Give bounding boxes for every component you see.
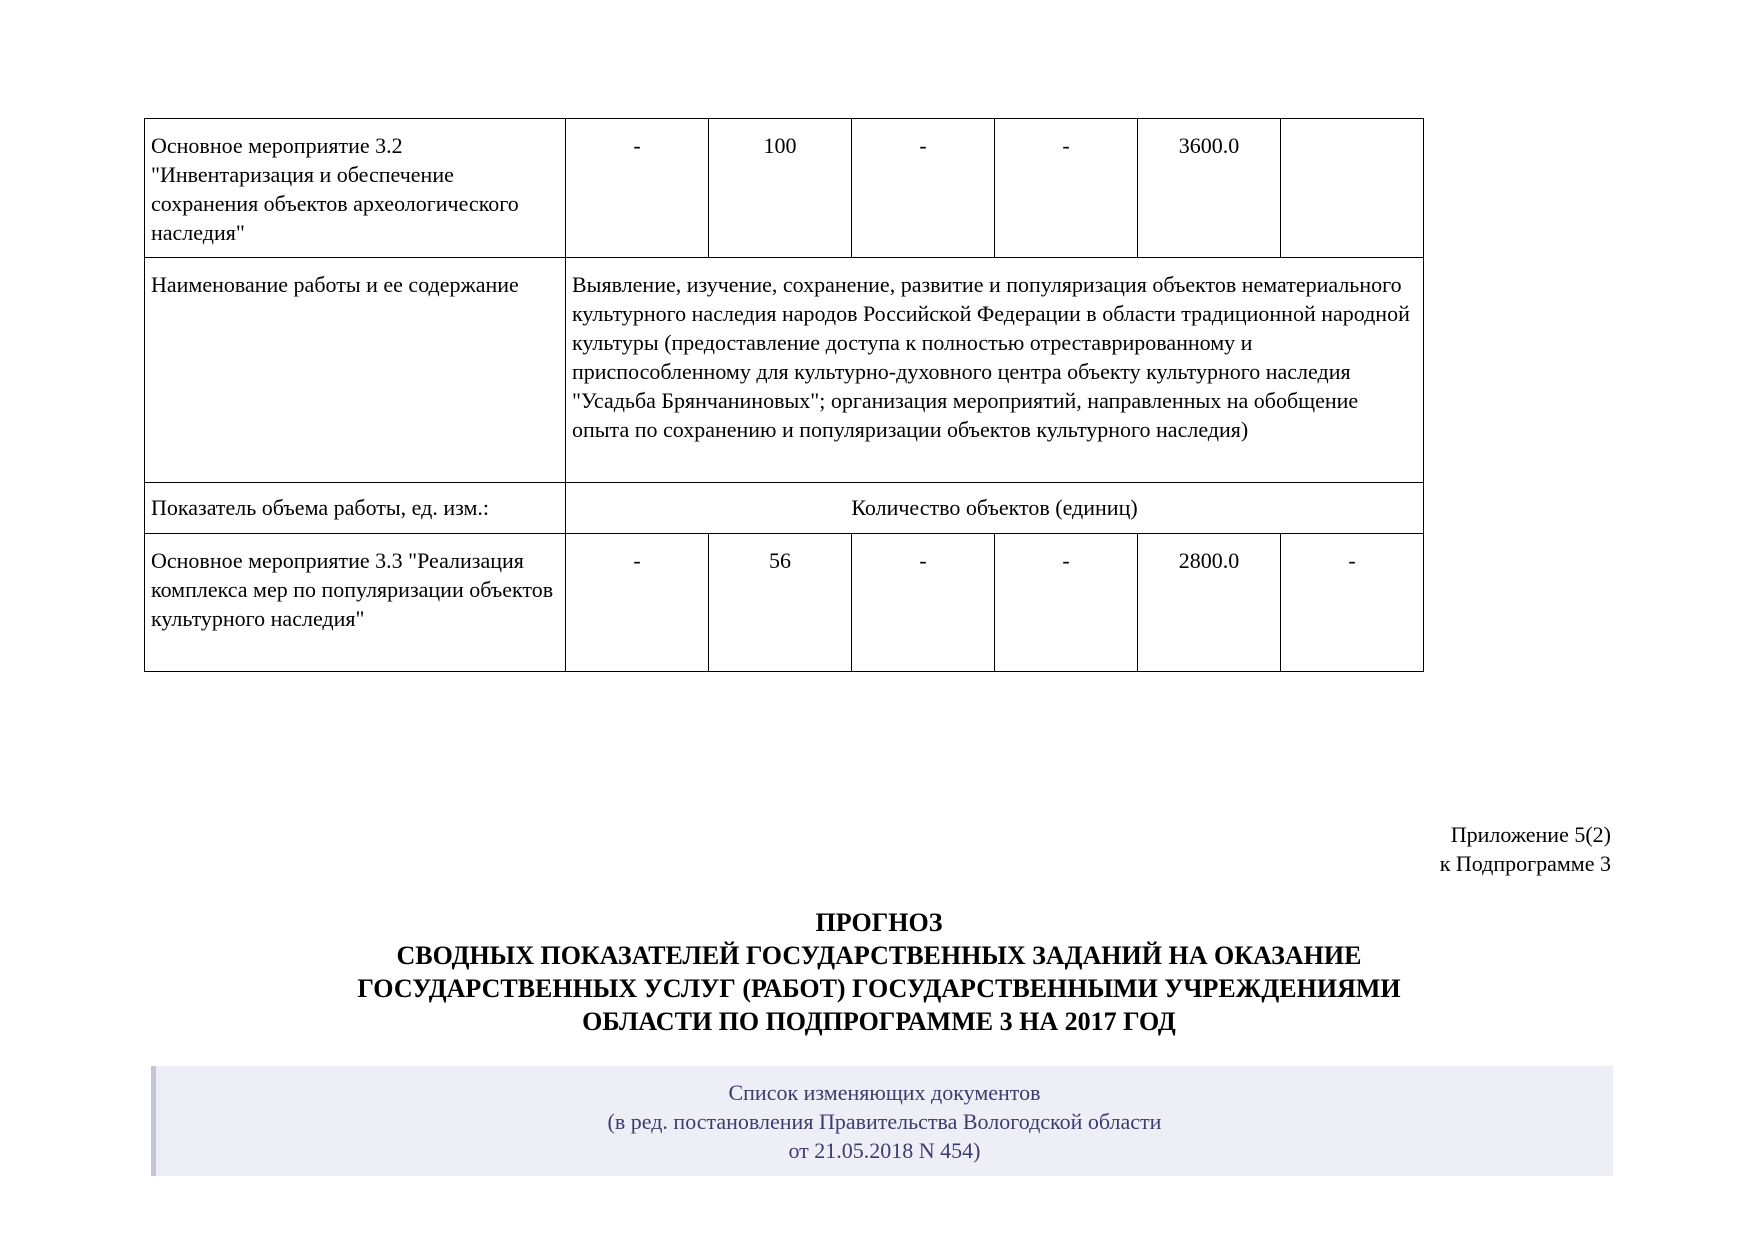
title-line: ГОСУДАРСТВЕННЫХ УСЛУГ (РАБОТ) ГОСУДАРСТВЕННЫМИ УЧРЕЖДЕНИЯМИ <box>357 974 1401 1003</box>
table-row <box>145 119 1424 258</box>
appendix-line: Приложение 5(2) <box>1450 822 1611 847</box>
appendix-note <box>1440 820 1611 878</box>
table-cell: - <box>852 534 995 672</box>
table-cell <box>1281 119 1424 258</box>
title-line: СВОДНЫХ ПОКАЗАТЕЛЕЙ ГОСУДАРСТВЕННЫХ ЗАДАНИЙ НА ОКАЗАНИЕ <box>396 941 1362 970</box>
amendments-line: Список изменяющих документов <box>728 1080 1041 1105</box>
page-title <box>144 906 1614 1038</box>
table-row <box>145 534 1424 672</box>
table-cell: - <box>566 534 709 672</box>
table-cell: 2800.0 <box>1138 534 1281 672</box>
title-line: ОБЛАСТИ ПО ПОДПРОГРАММЕ 3 НА 2017 ГОД <box>582 1007 1176 1036</box>
table-cell: - <box>1281 534 1424 672</box>
row-label: Показатель объема работы, ед. изм.: <box>145 483 566 534</box>
table-cell: - <box>995 119 1138 258</box>
table-row <box>145 258 1424 483</box>
table-cell: 56 <box>709 534 852 672</box>
work-description: Выявление, изучение, сохранение, развитие и популяризация объектов нематериального культурного наследия народов Российской Федерации в области традиционной народной культуры (предоставление доступа к полностью отреставрированному и приспособленному для культурно-духовного центра объекту культурного наследия "Усадьба Брянчаниновых"; организация мероприятий, направленных на обобщение опыта по сохранению и популяризации объектов культурного наследия) <box>566 258 1424 483</box>
amendments-line: от 21.05.2018 N 454) <box>788 1138 981 1163</box>
indicator-unit: Количество объектов (единиц) <box>566 483 1424 534</box>
appendix-line: к Подпрограмме 3 <box>1439 851 1611 876</box>
table-cell: - <box>852 119 995 258</box>
table-cell: 3600.0 <box>1138 119 1281 258</box>
row-label: Наименование работы и ее содержание <box>145 258 566 483</box>
indicators-table <box>144 118 1424 672</box>
table-row <box>145 483 1424 534</box>
amendments-line: (в ред. постановления Правительства Вологодской области <box>607 1109 1162 1134</box>
amendments-box <box>151 1066 1613 1176</box>
table-cell: - <box>566 119 709 258</box>
row-label: Основное мероприятие 3.3 "Реализация комплекса мер по популяризации объектов культурного наследия" <box>145 534 566 672</box>
title-line: ПРОГНОЗ <box>815 908 943 937</box>
row-label: Основное мероприятие 3.2 "Инвентаризация и обеспечение сохранения объектов археологического наследия" <box>145 119 566 258</box>
table-cell: 100 <box>709 119 852 258</box>
table-cell: - <box>995 534 1138 672</box>
